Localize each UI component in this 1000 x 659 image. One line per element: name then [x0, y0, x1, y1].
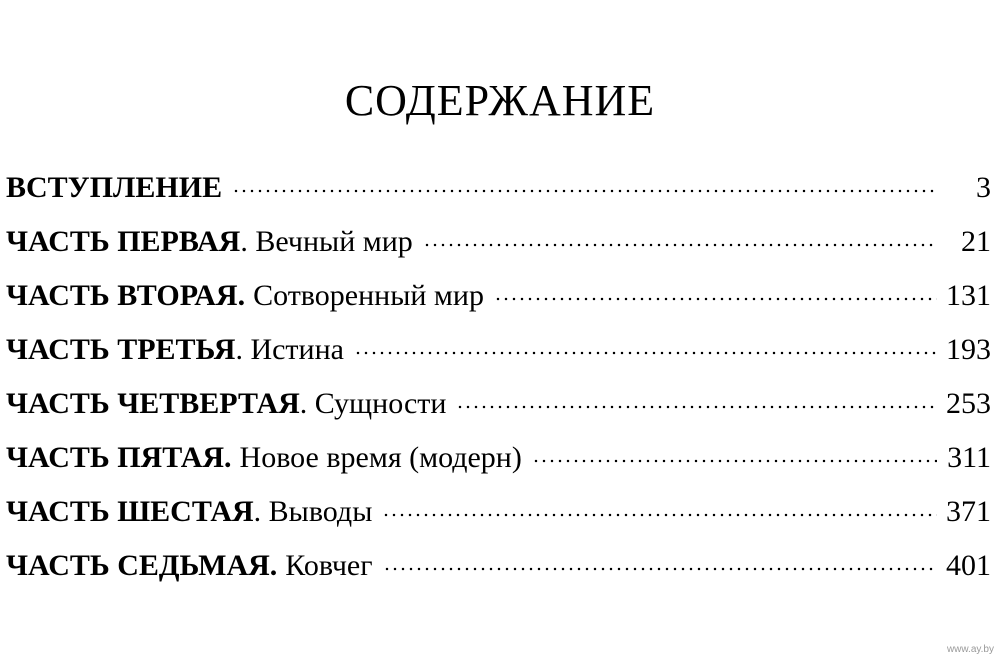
- dot-leader: [232, 189, 937, 193]
- toc-entry-part-1: [6, 220, 991, 274]
- toc-entry-subtitle: . Вечный мир: [240, 225, 413, 258]
- table-of-contents: [6, 166, 991, 598]
- dot-leader: [456, 405, 937, 409]
- toc-entry-subtitle: Ковчег: [285, 549, 373, 582]
- toc-entry-page: 131: [946, 279, 991, 312]
- dot-leader: [354, 351, 937, 355]
- toc-entry-page: 371: [946, 495, 991, 528]
- toc-entry-part-5: [6, 436, 991, 490]
- dot-leader: [532, 459, 937, 463]
- toc-entry-subtitle: Новое время (модерн): [239, 441, 522, 474]
- toc-entry-part-6: [6, 490, 991, 544]
- toc-entry-label: ЧАСТЬ ВТОРАЯ.: [6, 279, 246, 312]
- toc-entry-subtitle: . Истина: [235, 333, 344, 366]
- toc-entry-label: ВСТУПЛЕНИЕ: [6, 171, 223, 204]
- toc-entry-subtitle: . Выводы: [253, 495, 373, 528]
- toc-entry-subtitle: . Сущности: [299, 387, 447, 420]
- toc-entry-label: ЧАСТЬ ШЕСТАЯ: [6, 495, 254, 528]
- toc-entry-page: 193: [946, 333, 991, 366]
- toc-entry-label: ЧАСТЬ ПЕРВАЯ: [6, 225, 241, 258]
- toc-entry-label: ЧАСТЬ ПЯТАЯ.: [6, 441, 232, 474]
- toc-entry-part-2: [6, 274, 991, 328]
- toc-entry-subtitle: Сотворенный мир: [253, 279, 484, 312]
- toc-entry-page: 21: [961, 225, 991, 258]
- dot-leader: [494, 297, 937, 301]
- dot-leader: [382, 513, 937, 517]
- dot-leader: [423, 243, 937, 247]
- toc-entry-part-3: [6, 328, 991, 382]
- toc-entry-page: 401: [946, 549, 991, 582]
- toc-entry-page: 253: [946, 387, 991, 420]
- dot-leader: [383, 567, 937, 571]
- toc-entry-introduction: [6, 166, 991, 220]
- toc-entry-label: ЧАСТЬ СЕДЬМАЯ.: [6, 549, 278, 582]
- toc-entry-page: 3: [976, 171, 991, 204]
- watermark: www.ay.by: [946, 644, 994, 655]
- toc-entry-page: 311: [947, 441, 991, 474]
- toc-entry-label: ЧАСТЬ ЧЕТВЕРТАЯ: [6, 387, 300, 420]
- page-title: СОДЕРЖАНИЕ: [344, 76, 656, 125]
- toc-entry-label: ЧАСТЬ ТРЕТЬЯ: [6, 333, 236, 366]
- toc-entry-part-7: [6, 544, 991, 598]
- toc-entry-part-4: [6, 382, 991, 436]
